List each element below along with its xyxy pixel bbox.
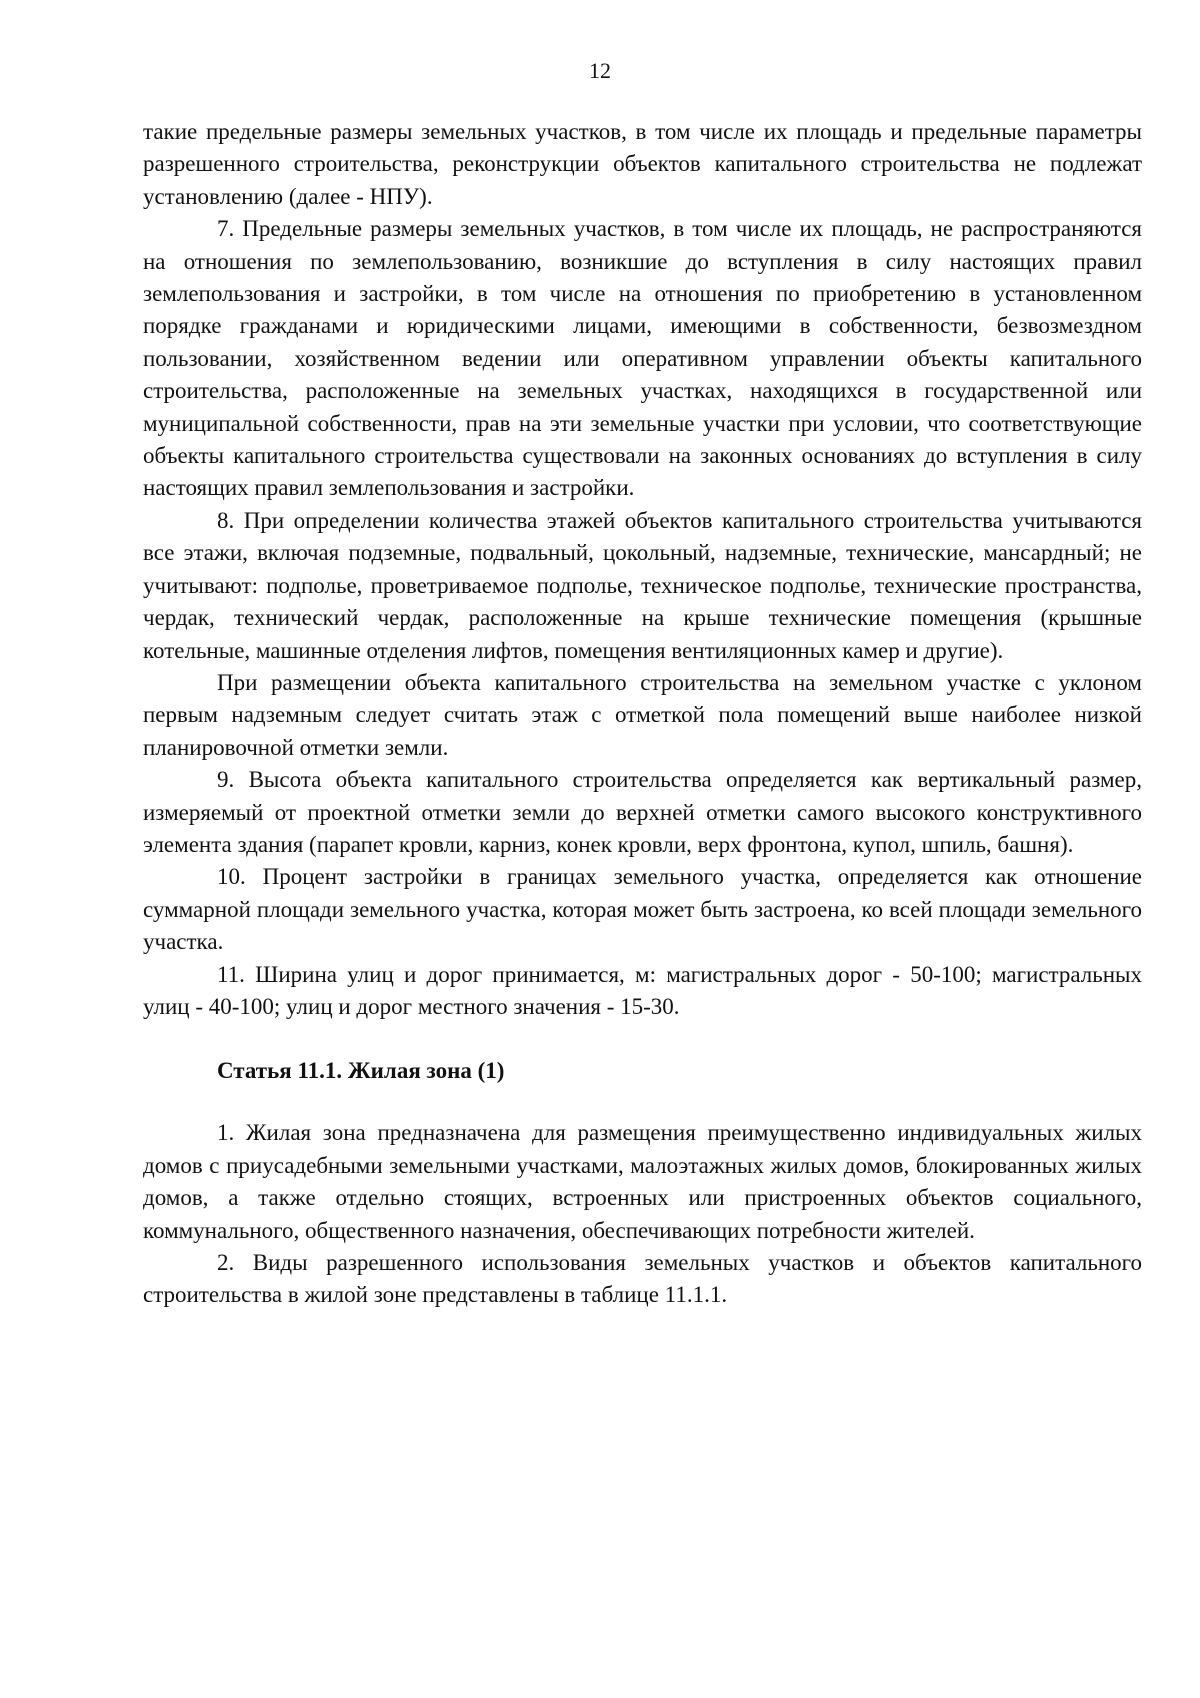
- paragraph-item-11: 11. Ширина улиц и дорог принимается, м: магистральных дорог - 50-100; магистральных улиц - 40-100; улиц и дорог местного значения - 15-30.: [143, 961, 1142, 1019]
- article-heading: Статья 11.1. Жилая зона (1): [217, 1058, 505, 1084]
- paragraph-item-7: 7. Предельные размеры земельных участков, в том числе их площадь, не распространяются на отношения по землепользованию, возникшие до вступления в силу настоящих правил землепользования и застройки, в том числе на отношения по приобретению в установленном порядке гражданами и юридическими лицами, имеющими в собственности, безвозмездном пользовании, хозяйственном ведении или оперативном управлении объекты капитального строительства, расположенные на земельных участках, находящихся в государственной или муниципальной собственности, прав на эти земельные участки при условии, что соответствующие объекты капитального строительства существовали на законных основаниях до вступления в силу настоящих правил землепользования и застройки.: [143, 216, 1142, 501]
- paragraph-item-8: 8. При определении количества этажей объектов капитального строительства учитываются все этажи, включая подземные, подвальный, цокольный, надземные, технические, мансардный; не учитывают: подполье, проветриваемое подполье, техническое подполье, технические пространства, чердак, технический чердак, расположенные на крыше технические помещения (крышные котельные, машинные отделения лифтов, помещения вентиляционных камер и другие).: [143, 507, 1142, 663]
- paragraph-item-9: 9. Высота объекта капитального строительства определяется как вертикальный размер, измеряемый от проектной отметки земли до верхней отметки самого высокого конструктивного элемента здания (парапет кровли, карниз, конек кровли, верх фронтона, купол, шпиль, башня).: [143, 767, 1142, 857]
- paragraph-zone-item-2: 2. Виды разрешенного использования земельных участков и объектов капитального строительства в жилой зоне представлены в таблице 11.1.1.: [143, 1250, 1142, 1308]
- paragraph-slope-floor: При размещении объекта капитального строительства на земельном участке с уклоном первым надземным следует считать этаж с отметкой пола помещений выше наиболее низкой планировочной отметки земли.: [143, 669, 1142, 760]
- paragraph-item-10: 10. Процент застройки в границах земельного участка, определяется как отношение суммарной площади земельного участка, которая может быть застроена, ко всей площади земельного участка.: [143, 864, 1142, 955]
- paragraph-continuation: такие предельные размеры земельных участков, в том числе их площадь и предельные параметры разрешенного строительства, реконструкции объектов капитального строительства не подлежат установлению (далее - НПУ).: [143, 119, 1142, 209]
- page-number: 12: [589, 58, 611, 83]
- paragraph-zone-item-1: 1. Жилая зона предназначена для размещения преимущественно индивидуальных жилых домов с приусадебными земельными участками, малоэтажных жилых домов, блокированных жилых домов, а также отдельно стоящих, встроенных или пристроенных объектов социального, коммунального, общественного назначения, обеспечивающих потребности жителей.: [143, 1120, 1142, 1243]
- document-body: [143, 116, 1142, 1312]
